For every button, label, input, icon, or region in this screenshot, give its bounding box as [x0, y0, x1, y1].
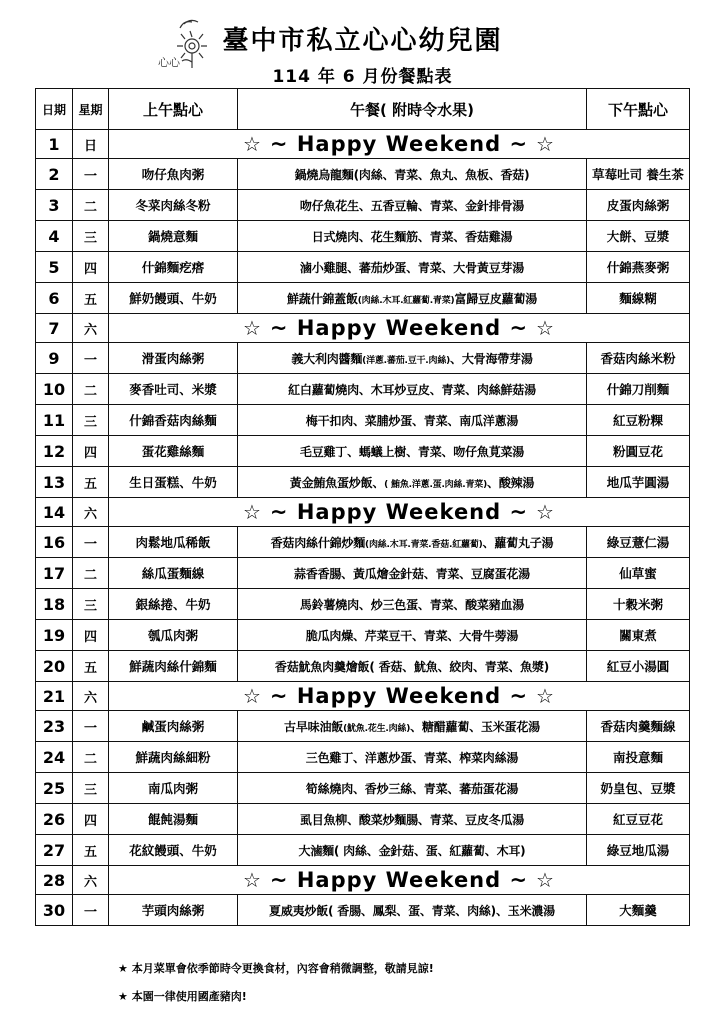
lunch-rest: 、酸辣湯	[487, 475, 535, 490]
star-icon: ☆	[528, 684, 555, 708]
weekday-cell: 六	[73, 866, 109, 895]
date-cell: 20	[36, 651, 73, 682]
lunch-rest: 富歸豆皮蘿蔔湯	[454, 291, 538, 306]
morning-snack-cell: 冬菜肉絲冬粉	[109, 190, 238, 221]
afternoon-snack-cell: 皮蛋肉絲粥	[587, 190, 690, 221]
lunch-ingredients: (肉絲.木耳.青菜.香菇.紅蘿蔔)	[365, 539, 483, 550]
lunch-cell: 毛豆雞丁、螞蟻上樹、青菜、吻仔魚莧菜湯	[238, 436, 587, 467]
lunch-cell: 夏威夷炒飯( 香腸、鳳梨、蛋、青菜、肉絲)、玉米濃湯	[238, 895, 587, 926]
logo-text: 心心	[158, 56, 180, 69]
date-cell: 23	[36, 711, 73, 742]
lunch-main: 香菇肉絲什錦炒麵	[270, 535, 366, 550]
lunch-cell: 吻仔魚花生、五香豆輪、青菜、金針排骨湯	[238, 190, 587, 221]
date-cell: 21	[36, 682, 73, 711]
header-weekday: 星期	[73, 89, 109, 130]
table-row	[36, 866, 690, 895]
date-cell: 6	[36, 283, 73, 314]
weekday-cell: 二	[73, 558, 109, 589]
morning-snack-cell: 鮮奶饅頭、牛奶	[109, 283, 238, 314]
weekday-cell: 三	[73, 589, 109, 620]
lunch-cell: 大滷麵( 肉絲、金針菇、蛋、紅蘿蔔、木耳)	[238, 835, 587, 866]
table-row	[36, 527, 690, 558]
note-item: ★ 本園一律使用國產豬肉!	[118, 990, 247, 1003]
afternoon-snack-cell: 仙草蜜	[587, 558, 690, 589]
morning-snack-cell: 銀絲捲、牛奶	[109, 589, 238, 620]
star-icon: ☆	[243, 316, 270, 340]
weekday-cell: 四	[73, 804, 109, 835]
weekday-cell: 三	[73, 221, 109, 252]
weekend-text: ~ Happy Weekend ~	[269, 868, 529, 892]
morning-snack-cell: 鍋燒意麵	[109, 221, 238, 252]
header-afternoon-snack: 下午點心	[587, 89, 690, 130]
table-row	[36, 804, 690, 835]
lunch-cell: 虱目魚柳、酸菜炒麵腸、青菜、豆皮冬瓜湯	[238, 804, 587, 835]
weekday-cell: 三	[73, 773, 109, 804]
weekday-cell: 二	[73, 374, 109, 405]
lunch-cell: 日式燒肉、花生麵筋、青菜、香菇雞湯	[238, 221, 587, 252]
weekend-text: ~ Happy Weekend ~	[269, 500, 529, 524]
weekday-cell: 四	[73, 620, 109, 651]
weekday-cell: 一	[73, 895, 109, 926]
date-cell: 7	[36, 314, 73, 343]
date-cell: 13	[36, 467, 73, 498]
weekday-cell: 日	[73, 130, 109, 159]
afternoon-snack-cell: 大麵羹	[587, 895, 690, 926]
weekday-cell: 一	[73, 711, 109, 742]
lunch-main: 義大利肉醬麵	[291, 351, 363, 366]
table-row	[36, 773, 690, 804]
lunch-cell: 梅干扣肉、菜脯炒蛋、青菜、南瓜洋蔥湯	[238, 405, 587, 436]
morning-snack-cell: 餛飩湯麵	[109, 804, 238, 835]
weekday-cell: 二	[73, 742, 109, 773]
date-cell: 19	[36, 620, 73, 651]
weekend-banner	[109, 682, 690, 711]
date-cell: 17	[36, 558, 73, 589]
table-row	[36, 835, 690, 866]
lunch-main: 古早味油飯	[284, 719, 344, 734]
afternoon-snack-cell: 香菇肉絲米粉	[587, 343, 690, 374]
lunch-ingredients: (肉絲.木耳.紅蘿蔔.青菜)	[357, 295, 455, 306]
afternoon-snack-cell: 什錦燕麥粥	[587, 252, 690, 283]
afternoon-snack-cell: 大餅、豆漿	[587, 221, 690, 252]
table-row	[36, 620, 690, 651]
lunch-cell: 紅白蘿蔔燒肉、木耳炒豆皮、青菜、肉絲鮮菇湯	[238, 374, 587, 405]
table-row	[36, 252, 690, 283]
meal-schedule-table	[35, 88, 690, 926]
weekday-cell: 六	[73, 682, 109, 711]
table-row	[36, 314, 690, 343]
lunch-cell: 筍絲燒肉、香炒三絲、青菜、蕃茄蛋花湯	[238, 773, 587, 804]
table-row	[36, 682, 690, 711]
table-row	[36, 742, 690, 773]
weekday-cell: 二	[73, 190, 109, 221]
weekday-cell: 一	[73, 343, 109, 374]
date-cell: 30	[36, 895, 73, 926]
afternoon-snack-cell: 紅豆豆花	[587, 804, 690, 835]
morning-snack-cell: 生日蛋糕、牛奶	[109, 467, 238, 498]
weekday-cell: 六	[73, 498, 109, 527]
date-cell: 14	[36, 498, 73, 527]
table-row	[36, 221, 690, 252]
table-row	[36, 498, 690, 527]
date-cell: 11	[36, 405, 73, 436]
table-body	[36, 130, 690, 926]
date-cell: 18	[36, 589, 73, 620]
morning-snack-cell: 瓠瓜肉粥	[109, 620, 238, 651]
weekend-banner	[109, 130, 690, 159]
lunch-ingredients: ( 鮪魚.洋蔥.蛋.肉絲.青菜)	[384, 479, 488, 490]
weekend-text: ~ Happy Weekend ~	[269, 316, 529, 340]
table-row	[36, 895, 690, 926]
table-row	[36, 283, 690, 314]
page-title: 臺中市私立心心幼兒園	[222, 26, 503, 56]
morning-snack-cell: 吻仔魚肉粥	[109, 159, 238, 190]
star-icon: ☆	[528, 500, 555, 524]
lunch-cell	[238, 711, 587, 742]
date-cell: 5	[36, 252, 73, 283]
table-row	[36, 159, 690, 190]
weekend-banner	[109, 314, 690, 343]
weekend-banner	[109, 866, 690, 895]
morning-snack-cell: 什錦香菇肉絲麵	[109, 405, 238, 436]
morning-snack-cell: 南瓜肉粥	[109, 773, 238, 804]
afternoon-snack-cell: 草莓吐司 養生茶	[587, 159, 690, 190]
star-icon: ☆	[528, 316, 555, 340]
weekend-text: ~ Happy Weekend ~	[269, 132, 529, 156]
note-item: ★ 本月菜單會依季節時令更換食材，內容會稍微調整，敬請見諒!	[118, 962, 434, 975]
weekday-cell: 五	[73, 283, 109, 314]
weekday-cell: 四	[73, 252, 109, 283]
weekday-cell: 五	[73, 467, 109, 498]
date-cell: 25	[36, 773, 73, 804]
morning-snack-cell: 鮮蔬肉絲細粉	[109, 742, 238, 773]
lunch-cell	[238, 467, 587, 498]
date-cell: 4	[36, 221, 73, 252]
lunch-rest: 、大骨海帶芽湯	[450, 351, 533, 366]
morning-snack-cell: 麥香吐司、米漿	[109, 374, 238, 405]
star-icon: ☆	[243, 868, 270, 892]
weekday-cell: 三	[73, 405, 109, 436]
afternoon-snack-cell: 紅豆粉粿	[587, 405, 690, 436]
lunch-cell	[238, 343, 587, 374]
table-row	[36, 651, 690, 682]
afternoon-snack-cell: 麵線糊	[587, 283, 690, 314]
morning-snack-cell: 蛋花雞絲麵	[109, 436, 238, 467]
date-cell: 24	[36, 742, 73, 773]
date-cell: 16	[36, 527, 73, 558]
page-subtitle: 114 年 6 月份餐點表	[272, 67, 453, 87]
lunch-main: 黃金鮪魚蛋炒飯、	[289, 475, 385, 490]
date-cell: 9	[36, 343, 73, 374]
table-row	[36, 589, 690, 620]
lunch-ingredients: (魷魚.花生.肉絲)	[343, 723, 411, 734]
weekday-cell: 五	[73, 835, 109, 866]
weekday-cell: 六	[73, 314, 109, 343]
lunch-cell	[238, 527, 587, 558]
star-icon: ☆	[528, 132, 555, 156]
table-row	[36, 711, 690, 742]
header-lunch: 午餐( 附時令水果)	[238, 89, 587, 130]
lunch-main: 鮮蔬什錦蓋飯	[286, 291, 358, 306]
date-cell: 10	[36, 374, 73, 405]
morning-snack-cell: 滑蛋肉絲粥	[109, 343, 238, 374]
star-icon: ☆	[243, 132, 270, 156]
afternoon-snack-cell: 綠豆地瓜湯	[587, 835, 690, 866]
lunch-ingredients: (洋蔥.蕃茄.豆干.肉絲)	[362, 355, 451, 366]
date-cell: 28	[36, 866, 73, 895]
weekend-text: ~ Happy Weekend ~	[269, 684, 529, 708]
lunch-cell: 滷小雞腿、蕃茄炒蛋、青菜、大骨黃豆芽湯	[238, 252, 587, 283]
table-row	[36, 343, 690, 374]
lunch-cell	[238, 283, 587, 314]
morning-snack-cell: 鹹蛋肉絲粥	[109, 711, 238, 742]
morning-snack-cell: 什錦麵疙瘩	[109, 252, 238, 283]
lunch-cell: 脆瓜肉燥、芹菜豆干、青菜、大骨牛蒡湯	[238, 620, 587, 651]
afternoon-snack-cell: 關東煮	[587, 620, 690, 651]
weekend-banner	[109, 498, 690, 527]
table-row	[36, 558, 690, 589]
morning-snack-cell: 花紋饅頭、牛奶	[109, 835, 238, 866]
lunch-cell: 香菇魷魚肉羹燴飯( 香菇、魷魚、絞肉、青菜、魚漿)	[238, 651, 587, 682]
lunch-rest: 、蘿蔔丸子湯	[482, 535, 554, 550]
afternoon-snack-cell: 十穀米粥	[587, 589, 690, 620]
date-cell: 1	[36, 130, 73, 159]
table-row	[36, 467, 690, 498]
lunch-cell: 蒜香香腸、黃瓜燴金針菇、青菜、豆腐蛋花湯	[238, 558, 587, 589]
date-cell: 3	[36, 190, 73, 221]
lunch-cell: 馬鈴薯燒肉、炒三色蛋、青菜、酸菜豬血湯	[238, 589, 587, 620]
afternoon-snack-cell: 南投意麵	[587, 742, 690, 773]
afternoon-snack-cell: 粉圓豆花	[587, 436, 690, 467]
star-icon: ☆	[528, 868, 555, 892]
header-morning-snack: 上午點心	[109, 89, 238, 130]
star-icon: ☆	[243, 684, 270, 708]
table-row	[36, 405, 690, 436]
table-row	[36, 130, 690, 159]
morning-snack-cell: 絲瓜蛋麵線	[109, 558, 238, 589]
table-row	[36, 374, 690, 405]
date-cell: 27	[36, 835, 73, 866]
morning-snack-cell: 肉鬆地瓜稀飯	[109, 527, 238, 558]
weekday-cell: 一	[73, 159, 109, 190]
afternoon-snack-cell: 綠豆薏仁湯	[587, 527, 690, 558]
date-cell: 12	[36, 436, 73, 467]
afternoon-snack-cell: 什錦刀削麵	[587, 374, 690, 405]
date-cell: 2	[36, 159, 73, 190]
lunch-cell: 三色雞丁、洋蔥炒蛋、青菜、榨菜肉絲湯	[238, 742, 587, 773]
morning-snack-cell: 芋頭肉絲粥	[109, 895, 238, 926]
table-row	[36, 436, 690, 467]
date-cell: 26	[36, 804, 73, 835]
lunch-rest: 、糖醋蘿蔔、玉米蛋花湯	[410, 719, 540, 734]
notes	[118, 955, 434, 1011]
weekday-cell: 五	[73, 651, 109, 682]
afternoon-snack-cell: 紅豆小湯圓	[587, 651, 690, 682]
morning-snack-cell: 鮮蔬肉絲什錦麵	[109, 651, 238, 682]
weekday-cell: 四	[73, 436, 109, 467]
header-date: 日期	[36, 89, 73, 130]
afternoon-snack-cell: 地瓜芋圓湯	[587, 467, 690, 498]
lunch-cell: 鍋燒烏龍麵(肉絲、青菜、魚丸、魚板、香菇)	[238, 159, 587, 190]
star-icon: ☆	[243, 500, 270, 524]
table-row	[36, 190, 690, 221]
afternoon-snack-cell: 奶皇包、豆漿	[587, 773, 690, 804]
afternoon-snack-cell: 香菇肉羹麵線	[587, 711, 690, 742]
weekday-cell: 一	[73, 527, 109, 558]
